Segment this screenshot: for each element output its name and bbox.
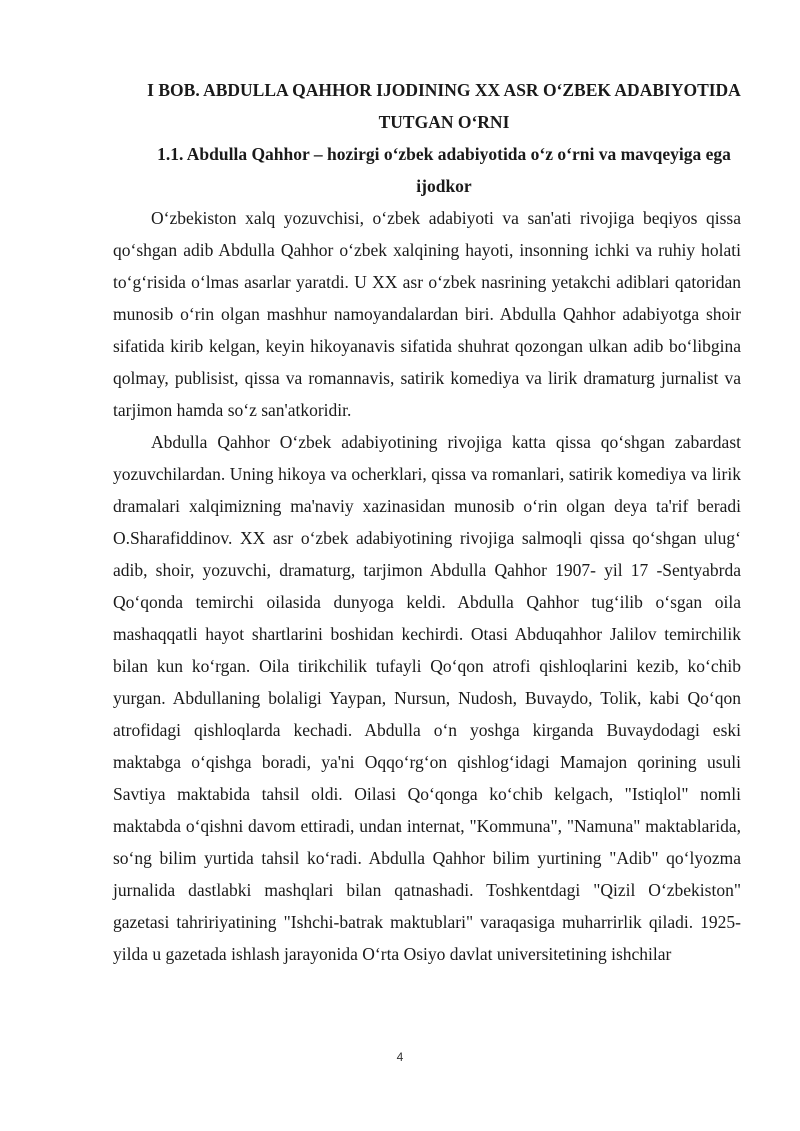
- page-number: 4: [396, 1050, 404, 1064]
- paragraph: Abdulla Qahhor O‘zbek adabiyotining rivojiga katta qissa qo‘shgan zabardast yozuvchilardan. Uning hikoya va ocherklari, qissa va romanlari, satirik komediya va lirik dramalari xalqimizning ma'naviy xazinasidan munosib o‘rin olgan deya ta'rif beradi O.Sharafiddinov. XX asr o‘zbek adabiyotining rivojiga salmoqli qissa qo‘shgan ulug‘ adib, shoir, yozuvchi, dramaturg, tarjimon Abdulla Qahhor 1907- yil 17 -Sentyabrda Qo‘qonda temirchi oilasida dunyoga keldi. Abdulla Qahhor tug‘ilib o‘sgan oila mashaqqatli hayot shartlarini boshidan kechirdi. Otasi Abduqahhor Jalilov temirchilik bilan kun ko‘rgan. Oila tirikchilik tufayli Qo‘qon atrofi qishloqlarini kezib, ko‘chib yurgan. Abdullaning bolaligi Yaypan, Nursun, Nudosh, Buvaydo, Tolik, kabi Qo‘qon atrofidagi qishloqlarda kechadi. Abdulla o‘n yoshga kirganda Buvaydodagi eski maktabga o‘qishga boradi, ya'ni Oqqo‘rg‘on qishlog‘idagi Mamajon qorining usuli Savtiya maktabida tahsil oldi. Oilasi Qo‘qonga ko‘chib kelgach, "Istiqlol" nomli maktabda o‘qishni davom ettiradi, undan internat, "Kommuna", "Namuna" maktablarida, so‘ng bilim yurtida tahsil ko‘radi. Abdulla Qahhor bilim yurtining "Adib" qo‘lyozma jurnalida dastlabki mashqlari bilan qatnashadi. Toshkentdagi "Qizil O‘zbekiston" gazetasi tahririyatining "Ishchi-batrak maktublari" varaqasiga muharrirlik qiladi. 1925-yilda u gazetada ishlash jarayonida O‘rta Osiyo davlat universitetining ishchilar: [113, 432, 741, 964]
- page-content: [113, 74, 741, 970]
- section-title: 1.1. Abdulla Qahhor – hozirgi o‘zbek adabiyotida o‘z o‘rni va mavqeyiga ega ijodkor: [157, 144, 731, 196]
- chapter-title: I BOB. ABDULLA QAHHOR IJODINING XX ASR O‘ZBEK ADABIYOTIDA TUTGAN O‘RNI: [147, 80, 741, 132]
- paragraph: O‘zbekiston xalq yozuvchisi, o‘zbek adabiyoti va san'ati rivojiga beqiyos qissa qo‘shgan adib Abdulla Qahhor o‘zbek xalqining hayoti, insonning ichki va ruhiy holati to‘g‘risida o‘lmas asarlar yaratdi. U XX asr o‘zbek nasrining yetakchi adiblari qatoridan munosib o‘rin olgan mashhur namoyandalardan biri. Abdulla Qahhor adabiyotga shoir sifatida kirib kelgan, keyin hikoyanavis sifatida shuhrat qozongan ulkan adib bo‘libgina qolmay, publisist, qissa va romannavis, satirik komediya va lirik dramaturg jurnalist va tarjimon hamda so‘z san'atkoridir.: [113, 208, 741, 420]
